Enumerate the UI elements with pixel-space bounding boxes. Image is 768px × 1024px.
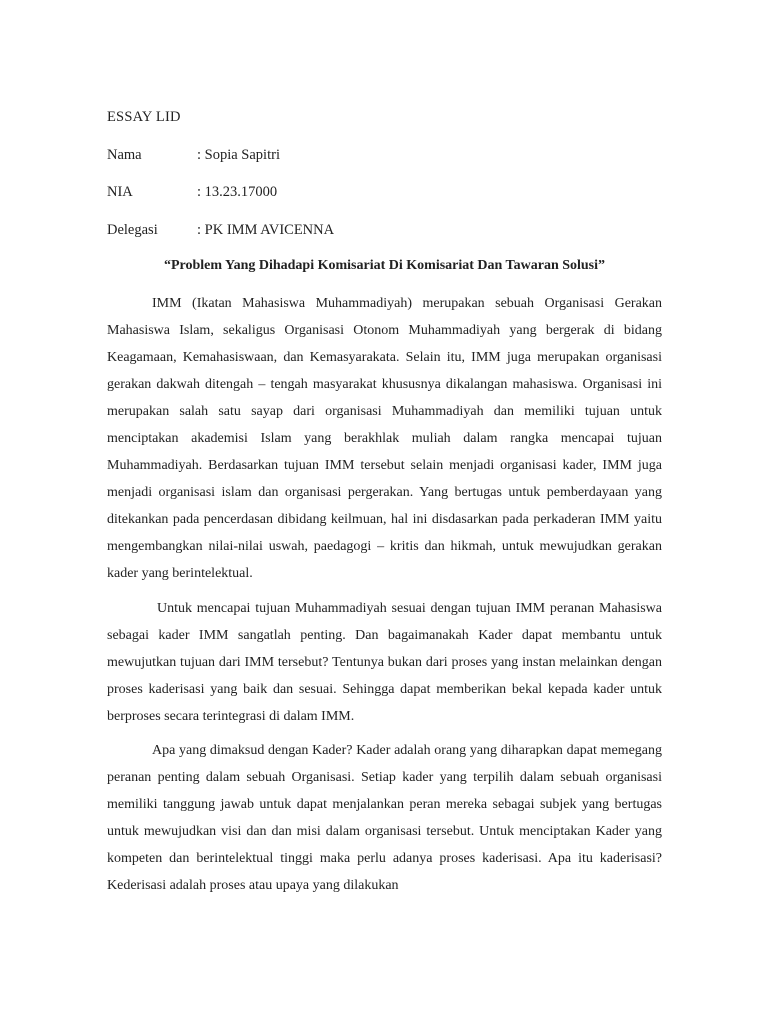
field-label-nia: NIA [107, 184, 133, 200]
field-value-delegasi: : PK IMM AVICENNA [197, 222, 335, 238]
field-value-nama: : Sopia Sapitri [197, 147, 280, 163]
paragraph-3: Apa yang dimaksud dengan Kader? Kader adalah orang yang diharapkan dapat memegang peranan penting dalam sebuah Organisasi. Setiap kader yang terpilih dalam sebuah organisasi memiliki tanggung jawab untuk dapat menjalankan peran mereka sebagai subjek yang bertugas untuk mewujudkan visi dan dan misi dalam organisasi tersebut. Untuk menciptakan Kader yang kompeten dan berintelektual tinggi maka perlu adanya proses kaderisasi. Apa itu kaderisasi? Kederisasi adalah proses atau upaya yang dilakukan [107, 743, 662, 893]
essay-title: “Problem Yang Dihadapi Komisariat Di Komisariat Dan Tawaran Solusi” [163, 258, 606, 273]
field-label-nama: Nama [107, 147, 142, 163]
paragraph-1: IMM (Ikatan Mahasiswa Muhammadiyah) merupakan sebuah Organisasi Gerakan Mahasiswa Islam, sekaligus Organisasi Otonom Muhammadiyah yang bergerak di bidang Keagamaan, Kemahasiswaan, dan Kemasyarakata. Selain itu, IMM juga merupakan organisasi gerakan dakwah ditengah – tengah masyarakat khususnya dikalangan mahasiswa. Organisasi ini merupakan salah satu sayap dari organisasi Muhammadiyah dan memiliki tujuan untuk menciptakan akademisi Islam yang berakhlak muliah dalam rangka mencapai tujuan Muhammadiyah. Berdasarkan tujuan IMM tersebut selain menjadi organisasi kader, IMM juga menjadi organisasi islam dan organisasi pergerakan. Yang bertugas untuk pemberdayaan yang ditekankan pada pencerdasan dibidang keilmuan, hal ini disdasarkan pada perkaderan IMM yaitu mengembangkan nilai-nilai uswah, paedagogi – kritis dan hikmah, untuk mewujudkan gerakan kader yang berintelektual. [107, 296, 662, 581]
paragraph-2: Untuk mencapai tujuan Muhammadiyah sesuai dengan tujuan IMM peranan Mahasiswa sebagai kader IMM sangatlah penting. Dan bagaimanakah Kader dapat membantu untuk mewujutkan tujuan dari IMM tersebut? Tentunya bukan dari proses yang instan melainkan dengan proses kaderisasi yang baik dan sesuai. Sehingga dapat memberikan bekal kepada kader untuk berproses secara terintegrasi di dalam IMM. [107, 601, 662, 724]
field-label-delegasi: Delegasi [107, 222, 158, 238]
document-heading: ESSAY LID [107, 109, 181, 125]
field-value-nia: : 13.23.17000 [197, 184, 278, 200]
